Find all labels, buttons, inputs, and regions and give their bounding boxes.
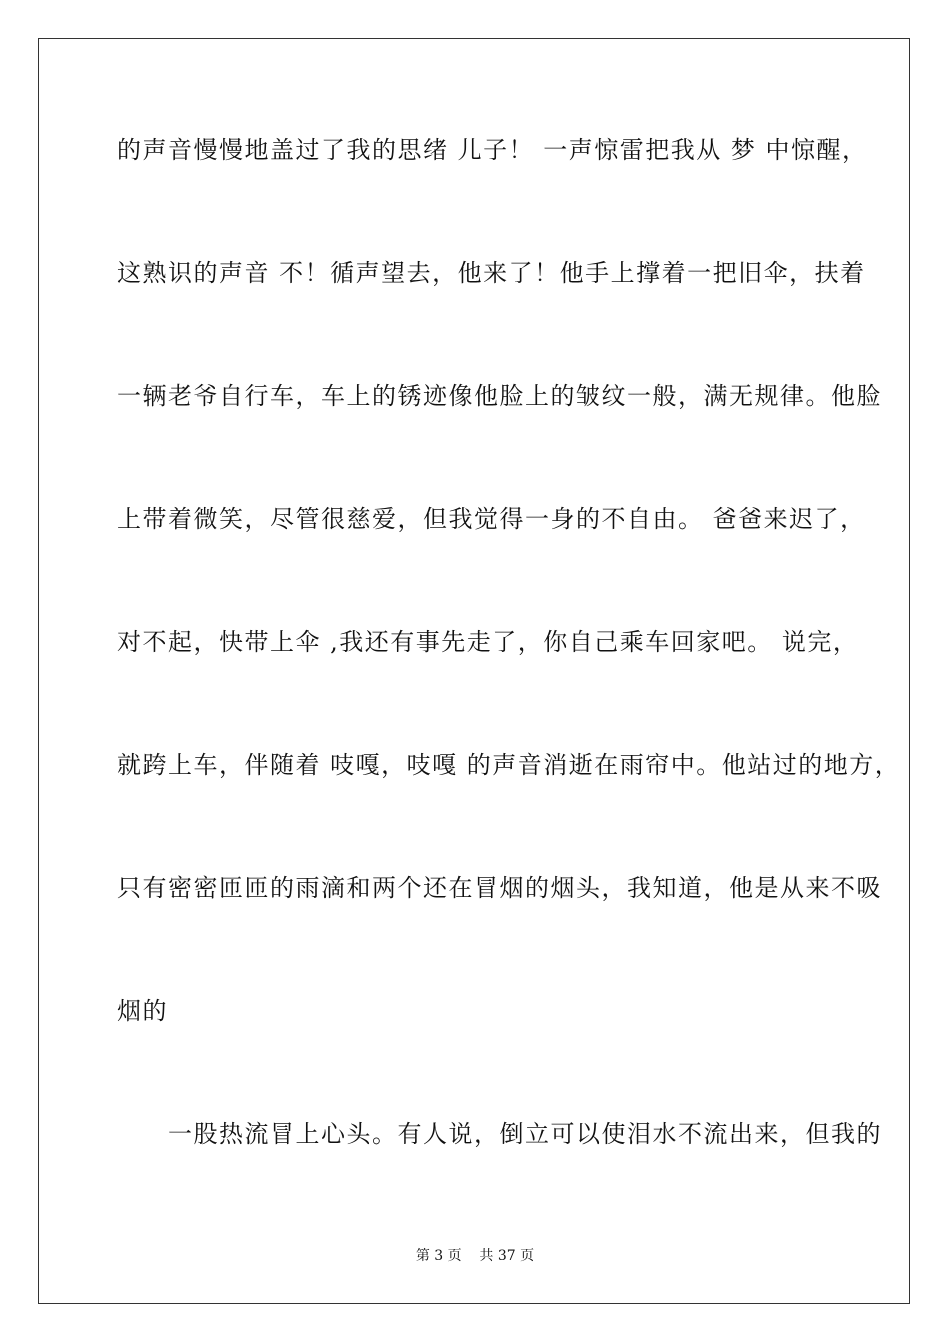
text-line-5: 对不起，快带上伞 ,我还有事先走了，你自己乘车回家吧。 说完， <box>117 628 859 656</box>
text-line-7: 只有密密匝匝的雨滴和两个还在冒烟的烟头，我知道，他是从来不吸 <box>117 874 882 902</box>
page-frame <box>38 38 910 1304</box>
text-line-3: 一辆老爷自行车，车上的锈迹像他脸上的皱纹一般，满无规律。他脸 <box>117 382 882 410</box>
text-line-9: 一股热流冒上心头。有人说，倒立可以使泪水不流出来，但我的 <box>117 1120 882 1148</box>
text-line-2: 这熟识的声音 不！循声望去，他来了！他手上撑着一把旧伞，扶着 <box>117 259 866 287</box>
text-line-4: 上带着微笑，尽管很慈爱，但我觉得一身的不自由。 爸爸来迟了， <box>117 505 866 533</box>
text-line-8: 烟的 <box>117 997 168 1025</box>
text-line-1: 的声音慢慢地盖过了我的思绪 儿子！ 一声惊雷把我从 梦 中惊醒， <box>117 136 868 164</box>
text-line-6: 就跨上车，伴随着 吱嘎，吱嘎 的声音消逝在雨帘中。他站过的地方， <box>117 751 901 779</box>
page-number-footer: 第 3 页 共 37 页 <box>415 1248 535 1264</box>
